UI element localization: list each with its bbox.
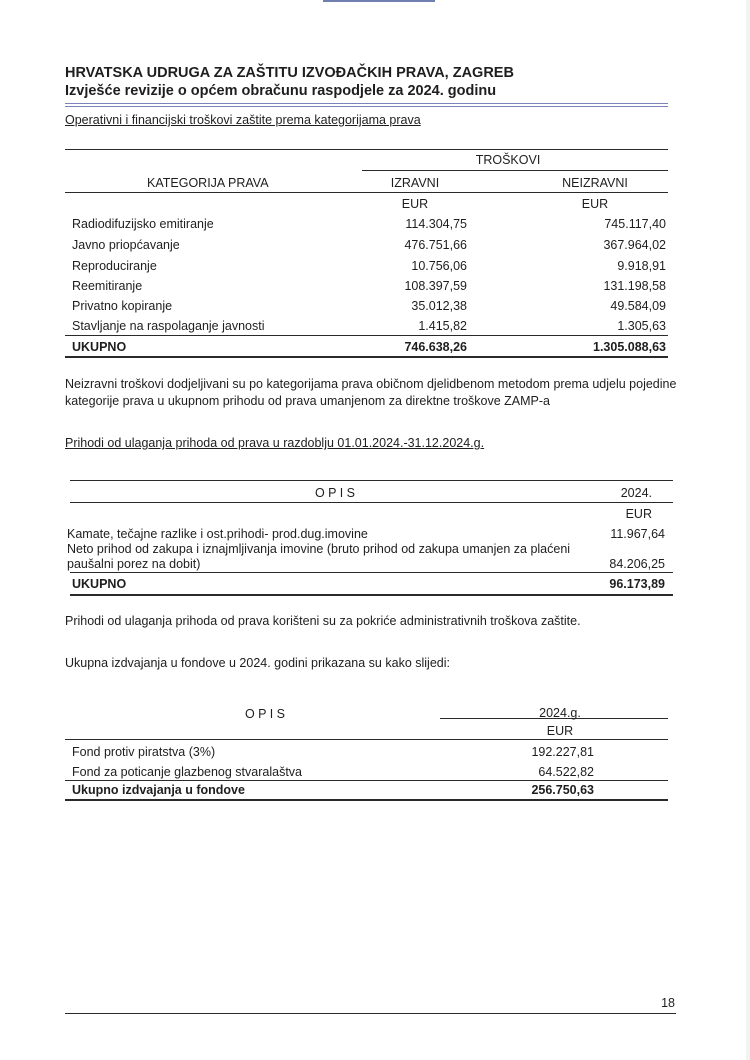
page-edge-shadow [746, 0, 750, 1060]
total-label: Ukupno izdvajanja u fondove [72, 783, 245, 797]
row-label-cont: paušalni porez na dobit) [67, 557, 201, 571]
row-direct: 1.415,82 [418, 319, 467, 333]
total-label: UKUPNO [72, 340, 127, 354]
row-category: Privatno kopiranje [72, 299, 173, 313]
row-indirect: 745.117,40 [604, 217, 666, 231]
table3-bottom-rule [65, 799, 668, 801]
row-value: 11.967,64 [610, 527, 665, 541]
table2-total-rule [70, 572, 673, 573]
note-line: Neizravni troškovi dodjeljivani su po kategorijama prava običnom djelidbenom metodom prema udjelu pojedine [65, 377, 677, 391]
row-direct: 114.304,75 [405, 217, 467, 231]
row-category: Reemitiranje [72, 279, 143, 293]
top-edge-line [323, 0, 435, 2]
row-category: Javno priopćavanje [72, 238, 180, 252]
total-value: 256.750,63 [531, 783, 594, 797]
table1-col-category: KATEGORIJA PRAVA [147, 176, 269, 190]
total-indirect: 1.305.088,63 [593, 340, 666, 354]
row-indirect: 367.964,02 [603, 238, 666, 252]
row-value: 192.227,81 [531, 745, 594, 759]
total-value: 96.173,89 [609, 577, 665, 591]
row-indirect: 1.305,63 [617, 319, 666, 333]
total-direct: 746.638,26 [404, 340, 467, 354]
table2-header-rule [70, 502, 673, 503]
table3-full-rule [65, 739, 668, 740]
row-label: Kamate, tečajne razlike i ost.prihodi- prod.dug.imovine [67, 527, 368, 541]
table1-header-rule [65, 192, 668, 193]
table1-col-group: TROŠKOVI [475, 153, 541, 167]
table3-col-desc: O P I S [244, 707, 286, 721]
row-direct: 108.397,59 [404, 279, 467, 293]
organization-title: HRVATSKA UDRUGA ZA ZAŠTITU IZVOĐAČKIH PRAVA, ZAGREB [65, 65, 514, 81]
table3-currency: EUR [546, 724, 574, 738]
table2-col-desc: O P I S [314, 486, 356, 500]
table2-currency: EUR [625, 507, 652, 521]
row-category: Stavljanje na raspolaganje javnosti [72, 319, 265, 333]
page-number: 18 [661, 996, 675, 1010]
section2-note: Prihodi od ulaganja prihoda od prava korišteni su za pokriće administrativnih troškova zaštite. [65, 614, 581, 628]
row-indirect: 131.198,58 [603, 279, 666, 293]
header-rule-top [65, 103, 668, 104]
note-line: kategorije prava u ukupnom prihodu od prava umanjenom za direktne troškove ZAMP-a [65, 394, 550, 408]
table2-top-rule [70, 480, 673, 481]
table1-group-rule [362, 170, 668, 171]
total-label: UKUPNO [72, 577, 127, 591]
row-value: 64.522,82 [538, 765, 594, 779]
table1-total-rule [65, 335, 668, 336]
table2-col-year: 2024. [620, 486, 652, 500]
row-value: 84.206,25 [609, 557, 665, 571]
footer-rule [65, 1013, 676, 1014]
section3-intro: Ukupna izdvajanja u fondove u 2024. godini prikazana su kako slijedi: [65, 656, 450, 670]
table1-col-direct: IZRAVNI [390, 176, 440, 190]
header-rule-bottom [65, 106, 668, 107]
table2-bottom-rule [70, 594, 673, 596]
section2-heading: Prihodi od ulaganja prihoda od prava u razdoblju 01.01.2024.-31.12.2024.g. [65, 436, 485, 450]
table3-col-year: 2024.g. [539, 706, 581, 720]
row-category: Radiodifuzijsko emitiranje [72, 217, 214, 231]
table1-col-indirect: NEIZRAVNI [562, 176, 628, 190]
row-direct: 10.756,06 [411, 259, 467, 273]
table1-top-rule [65, 149, 668, 150]
row-label: Fond za poticanje glazbenog stvaralaštva [72, 765, 303, 779]
report-title: Izvješće revizije o općem obračunu raspodjele za 2024. godinu [65, 83, 497, 99]
row-category: Reproduciranje [72, 259, 157, 273]
row-indirect: 49.584,09 [610, 299, 666, 313]
table1-currency-indirect: EUR [581, 197, 609, 211]
table1-currency-direct: EUR [401, 197, 429, 211]
row-direct: 35.012,38 [411, 299, 467, 313]
section1-heading: Operativni i financijski troškovi zaštite prema kategorijama prava [65, 113, 421, 127]
row-label: Neto prihod od zakupa i iznajmljivanja imovine (bruto prihod od zakupa umanjen za plaćeni [67, 542, 571, 556]
section1-note [65, 376, 680, 410]
table3-total-rule [65, 780, 668, 781]
row-direct: 476.751,66 [404, 238, 467, 252]
row-indirect: 9.918,91 [617, 259, 666, 273]
table1-bottom-rule [65, 356, 668, 358]
row-label: Fond protiv piratstva (3%) [72, 745, 216, 759]
